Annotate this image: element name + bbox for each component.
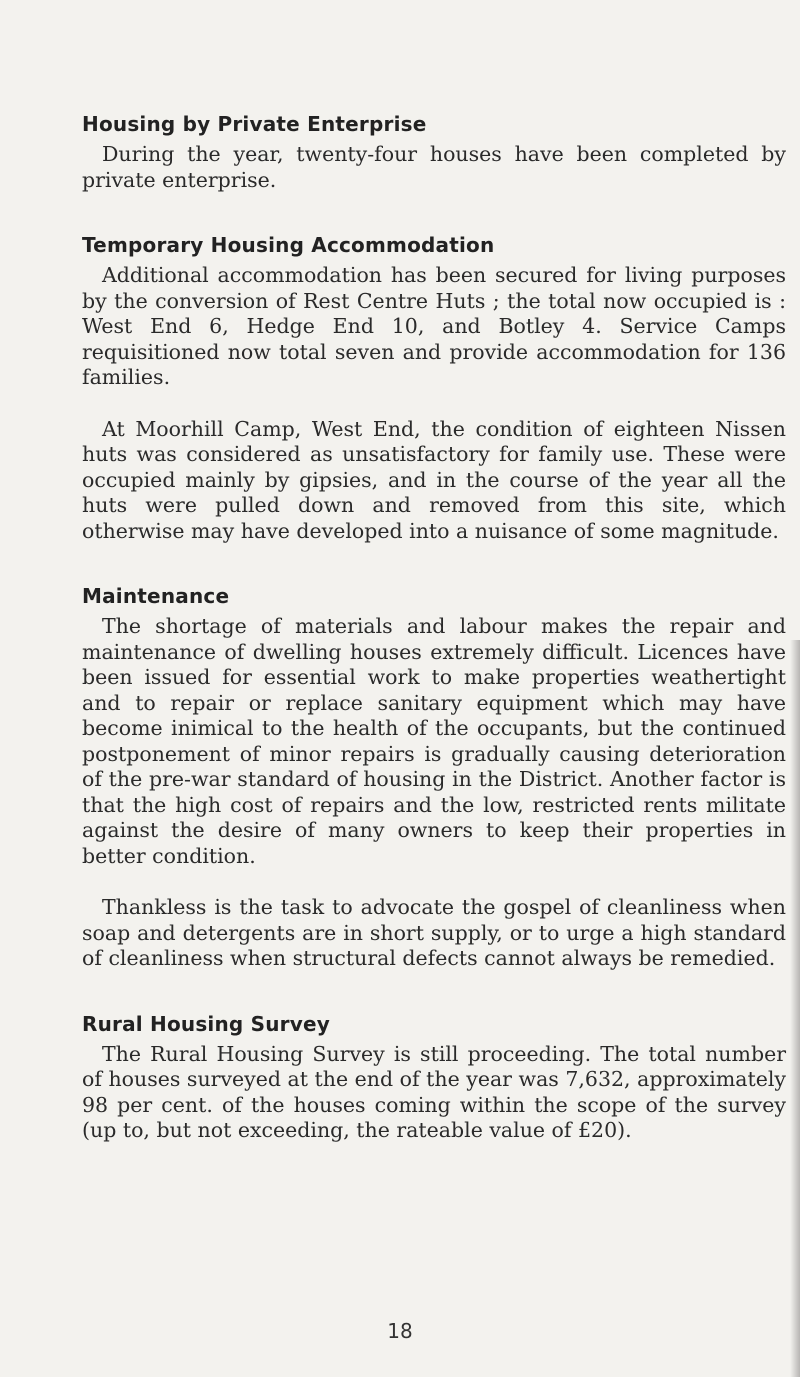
- paragraph: The Rural Housing Survey is still proceeding. The total number of houses surveyed at the end of the year was 7,632, approximately 98 per cent. of the houses coming within the scope of the survey (up to, but not exceeding, the rateable value of £20).: [82, 1041, 786, 1142]
- section-heading: Maintenance: [82, 584, 230, 608]
- section-private-enterprise: [82, 112, 786, 193]
- section-rural-housing-survey: [82, 1012, 786, 1144]
- paragraph: During the year, twenty-four houses have been completed by private enterprise.: [82, 142, 786, 192]
- section-heading: Housing by Private Enterprise: [82, 112, 427, 136]
- section-heading: Rural Housing Survey: [82, 1011, 330, 1036]
- document-page: [82, 112, 786, 1184]
- paragraph: Thankless is the task to advocate the gospel of cleanliness when soap and detergents are in short supply, or to urge a high standard of cleanliness when structural defects cannot always be remedied.: [82, 895, 786, 970]
- section-heading: Temporary Housing Accommodation: [82, 233, 495, 257]
- page-number: 18: [387, 1319, 413, 1343]
- page-edge-shadow: [790, 640, 800, 1377]
- section-maintenance: [82, 584, 786, 972]
- paragraph: The shortage of materials and labour makes the repair and maintenance of dwelling houses extremely difficult. Licences have been issued for essential work to make properties weathertight and to repair or replace sanitary equipment which may have become inimical to the health of the occupants, but the continued postponement of minor repairs is gradually causing deterioration of the pre-war standard of housing in the District. Another factor is that the high cost of repairs and the low, restricted rents militate against the desire of many owners to keep their properties in better condition.: [82, 614, 786, 868]
- section-temporary-housing: [82, 233, 786, 544]
- paragraph: Additional accommodation has been secured for living purposes by the conversion of Rest Centre Huts ; the total now occupied is : West End 6, Hedge End 10, and Botley 4. Service Camps requisitioned now total seven and provide accommodation for 136 families.: [82, 263, 786, 389]
- paragraph: At Moorhill Camp, West End, the condition of eighteen Nissen huts was considered as unsatisfactory for family use. These were occupied mainly by gipsies, and in the course of the year all the huts were pulled down and removed from this site, which otherwise may have developed into a nuisance of some magnitude.: [82, 416, 786, 543]
